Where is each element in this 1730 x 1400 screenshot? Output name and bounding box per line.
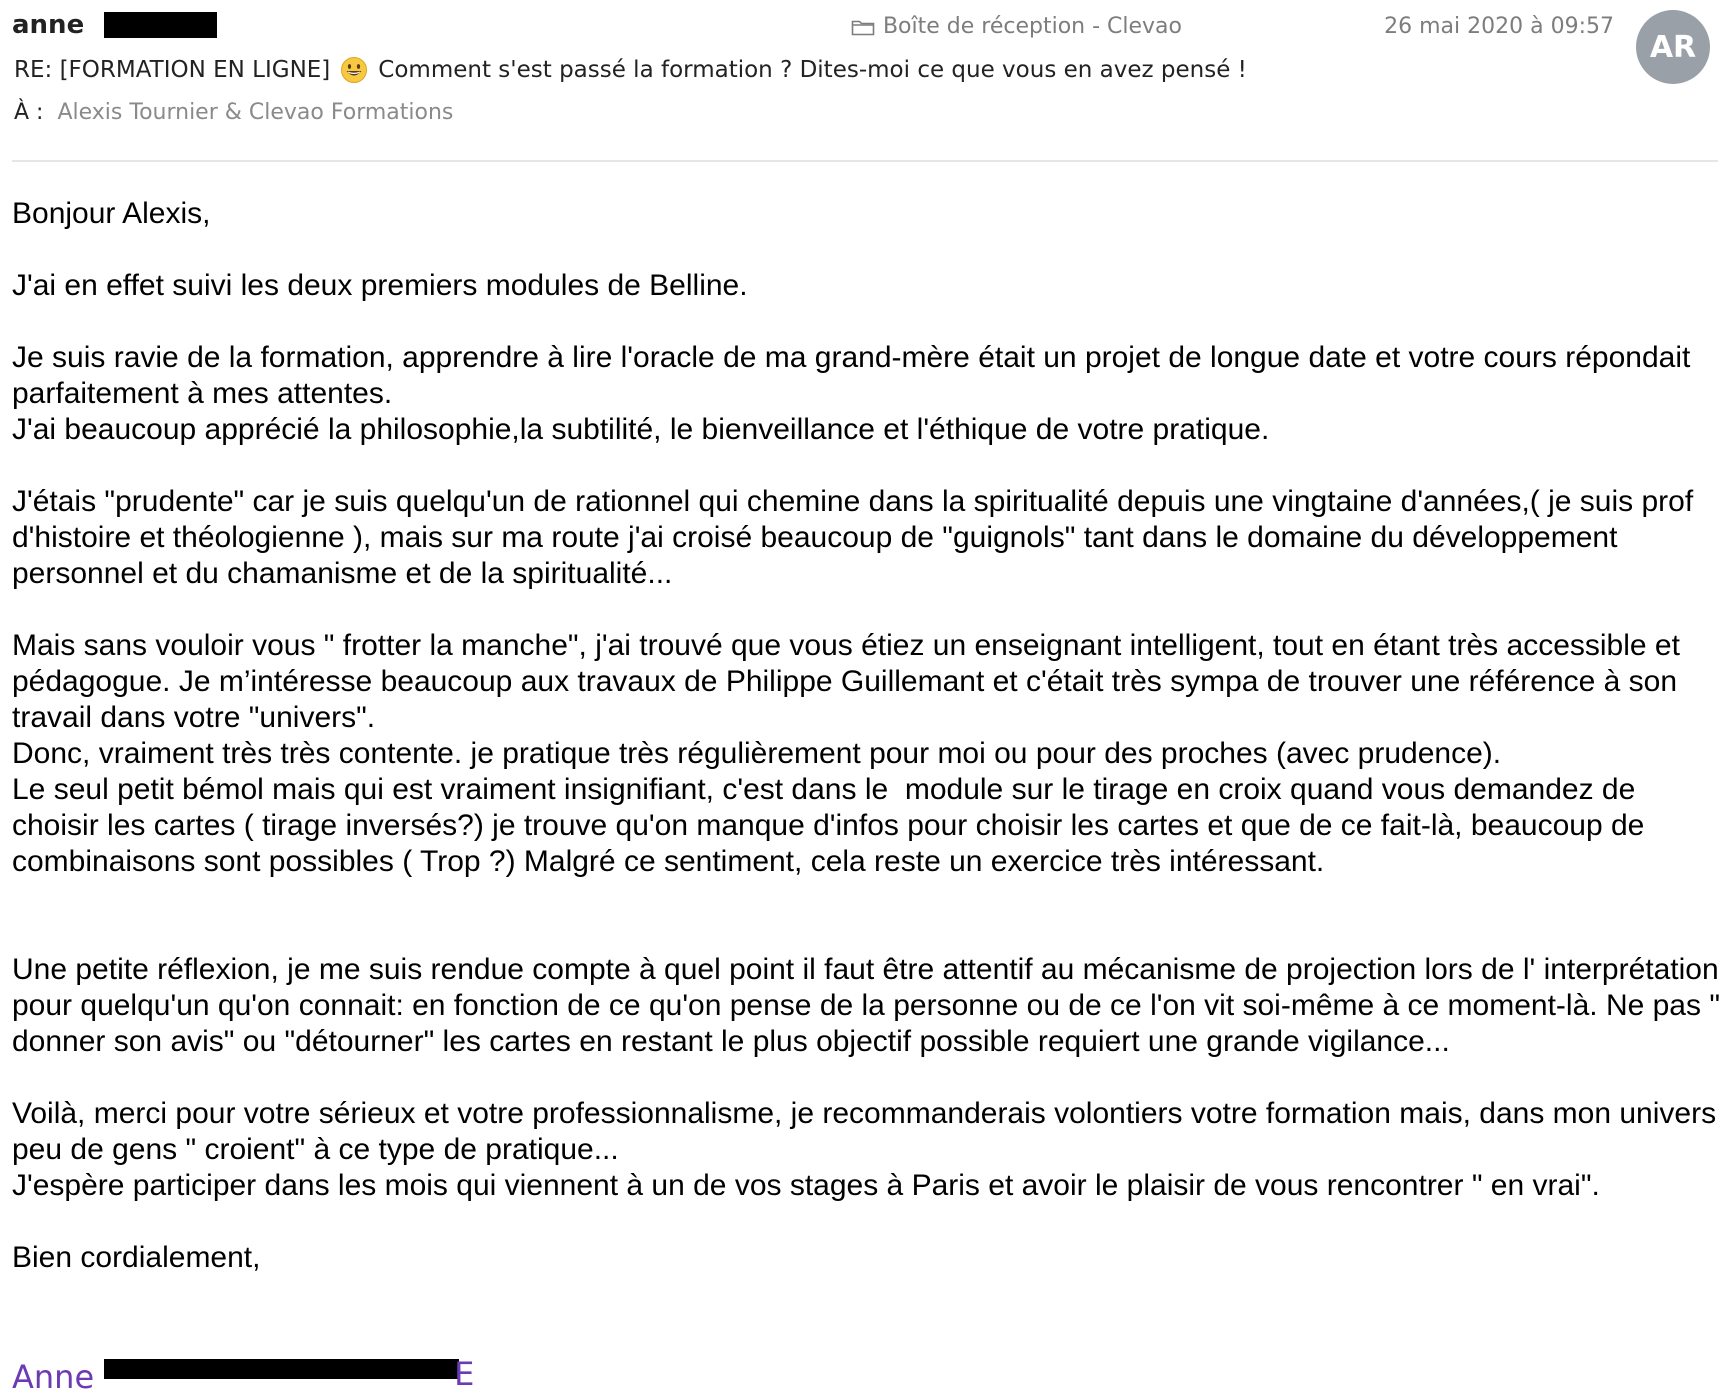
header-divider: [12, 160, 1718, 162]
subject-text: Comment s'est passé la formation ? Dites-moi ce que vous en avez pensé !: [378, 57, 1247, 83]
subject-prefix: RE: [FORMATION EN LIGNE]: [14, 57, 331, 83]
redacted-sender-surname: [104, 12, 217, 38]
grinning-face-emoji-icon: [340, 56, 368, 84]
body-paragraph: Mais sans vouloir vous " frotter la manche", j'ai trouvé que vous étiez un enseignant intelligent, tout en étant très accessible et pédagogue. Je m’intéresse beaucoup aux travaux de Philippe Guillemant et c'était très sympa de trouver une référence à son travail dans votre "univers". Donc, vraiment très très contente. je pratique très régulièrement pour moi ou pour des proches (avec prudence). Le seul petit bémol mais qui est vraiment insignifiant, c'est dans le module sur le tirage en croix quand vous demandez de choisir les cartes ( tirage inversés?) je trouve qu'on manque d'infos pour choisir les cartes et que de ce fait-là, beaucoup de combinaisons sont possibles ( Trop ?) Malgré ce sentiment, cela reste un exercice très intéressant.: [12, 629, 1680, 878]
avatar[interactable]: AR: [1636, 10, 1710, 84]
body-paragraph: Je suis ravie de la formation, apprendre à lire l'oracle de ma grand-mère était un projet de longue date et votre cours répondait parfaitement à mes attentes. J'ai beaucoup apprécié la philosophie,la subtilité, le bienveillance et l'éthique de votre pratique.: [12, 341, 1691, 446]
to-label: À :: [14, 100, 44, 125]
folder-icon: [851, 18, 875, 36]
body-paragraph: Bonjour Alexis,: [12, 197, 211, 230]
to-value[interactable]: Alexis Tournier & Clevao Formations: [57, 100, 454, 125]
signature-tail: E: [454, 1355, 475, 1393]
signature-first-name: Anne: [12, 1358, 95, 1396]
message-date: 26 mai 2020 à 09:57: [1384, 14, 1614, 39]
body-paragraph: Voilà, merci pour votre sérieux et votre professionnalisme, je recommanderais volontiers votre formation mais, dans mon univers peu de gens " croient" à ce type de pratique... J'espère participer dans les mois qui viennent à un de vos stages à Paris et avoir le plaisir de vous rencontrer " en vrai".: [12, 1097, 1717, 1202]
redacted-signature-surname: [104, 1355, 479, 1395]
message-body: [12, 196, 1729, 1276]
signature: [12, 1355, 479, 1396]
mailbox-label: Boîte de réception - Clevao: [882, 14, 1182, 39]
sender-name: anne: [12, 10, 85, 40]
recipients: [14, 100, 453, 125]
message-header: [0, 0, 1730, 162]
mailbox-location[interactable]: [851, 14, 1182, 39]
body-paragraph: J'étais "prudente" car je suis quelqu'un de rationnel qui chemine dans la spiritualité depuis une vingtaine d'années,( je suis prof d'histoire et théologienne ), mais sur ma route j'ai croisé beaucoup de "guignols" tant dans le domaine du développement personnel et du chamanisme et de la spiritualité...: [12, 485, 1702, 590]
body-paragraph: J'ai en effet suivi les deux premiers modules de Belline.: [12, 269, 748, 302]
body-paragraph: Une petite réflexion, je me suis rendue compte à quel point il faut être attentif au mécanisme de projection lors de l' interprétation pour quelqu'un qu'on connait: en fonction de ce qu'on pense de la personne ou de ce l'on vit soi-même à ce moment-là. Ne pas " donner son avis" ou "détourner" les cartes en restant le plus objectif possible requiert une grande vigilance...: [12, 953, 1729, 1058]
redaction-bar: [104, 1359, 459, 1379]
body-paragraph: Bien cordialement,: [12, 1241, 261, 1274]
message-subject: [14, 56, 1247, 84]
sender[interactable]: [12, 10, 217, 40]
